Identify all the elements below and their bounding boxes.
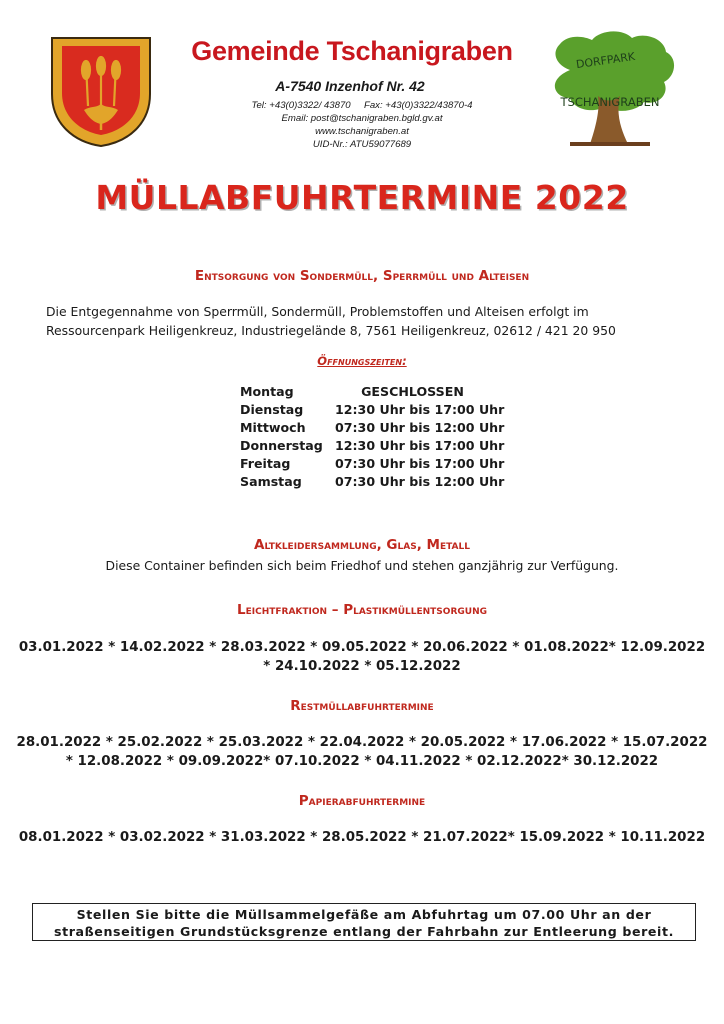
logo-text-tschanigraben: TSCHANIGRABEN [560, 95, 660, 109]
municipality-address: A-7540 Inzenhof Nr. 42 [275, 78, 425, 94]
leichtfraktion-dates-line-1: 03.01.2022 * 14.02.2022 * 28.03.2022 * 09.05.2022 * 20.06.2022 * 01.08.2022* 12.09.2022 [18, 640, 706, 655]
page-title: MÜLLABFUHRTERMINE 2022 [95, 178, 629, 217]
dorfpark-tree-logo [540, 30, 678, 152]
hours-time: 12:30 Uhr bis 17:00 Uhr [335, 402, 505, 417]
hours-time: 07:30 Uhr bis 17:00 Uhr [335, 456, 505, 471]
opening-hours-heading: Öffnungszeiten: [317, 354, 407, 368]
hours-time: 12:30 Uhr bis 17:00 Uhr [335, 438, 505, 453]
notice-line-1: Stellen Sie bitte die Müllsammelgefäße am Abfuhrtag um 07.00 Uhr an der [76, 907, 652, 922]
hours-day: Freitag [240, 456, 291, 471]
sondermuell-text-line-1: Die Entgegennahme von Sperrmüll, Sondermüll, Problemstoffen und Alteisen erfolgt im [46, 304, 589, 319]
opening-hours-table [240, 384, 505, 492]
section-heading-papier: Papierabfuhrtermine [298, 793, 426, 809]
section-heading-restmuell: Restmüllabfuhrtermine [290, 698, 434, 714]
hours-time: GESCHLOSSEN [361, 384, 464, 399]
leichtfraktion-dates-line-2: * 24.10.2022 * 05.12.2022 [263, 659, 461, 674]
hours-row [240, 456, 505, 474]
coat-of-arms-logo [50, 36, 152, 148]
hours-row [240, 474, 505, 492]
hours-day: Donnerstag [240, 438, 323, 453]
restmuell-dates-line-1: 28.01.2022 * 25.02.2022 * 25.03.2022 * 22.04.2022 * 20.05.2022 * 17.06.2022 * 15.07.2022 [16, 735, 708, 750]
municipality-name: Gemeinde Tschanigraben [191, 36, 513, 66]
hours-row [240, 420, 505, 438]
section-heading-altkleider: Altkleidersammlung, Glas, Metall [254, 537, 470, 553]
hours-day: Dienstag [240, 402, 304, 417]
section-heading-sondermuell: Entsorgung von Sondermüll, Sperrmüll und Alteisen [194, 268, 530, 284]
uid-number: UID-Nr.: ATU59077689 [312, 139, 412, 150]
fax-number: Fax: +43(0)3322/43870-4 [363, 100, 473, 111]
phone-number: Tel: +43(0)3322/ 43870 [251, 100, 351, 111]
altkleider-text: Diese Container befinden sich beim Friedhof und stehen ganzjährig zur Verfügung. [105, 558, 619, 573]
hours-row [240, 402, 505, 420]
hours-day: Montag [240, 384, 294, 399]
email-address: Email: post@tschanigraben.bgld.gv.at [281, 113, 443, 124]
hours-time: 07:30 Uhr bis 12:00 Uhr [335, 420, 505, 435]
hours-row [240, 384, 500, 402]
restmuell-dates-line-2: * 12.08.2022 * 09.09.2022* 07.10.2022 * 04.11.2022 * 02.12.2022* 30.12.2022 [65, 754, 659, 769]
sondermuell-text-line-2: Ressourcenpark Heiligenkreuz, Industriegelände 8, 7561 Heiligenkreuz, 02612 / 421 20 950 [46, 323, 616, 338]
papier-dates-line-1: 08.01.2022 * 03.02.2022 * 31.03.2022 * 28.05.2022 * 21.07.2022* 15.09.2022 * 10.11.2022 [18, 830, 706, 845]
hours-day: Samstag [240, 474, 302, 489]
notice-line-2: straßenseitigen Grundstücksgrenze entlang der Fahrbahn zur Entleerung bereit. [54, 924, 674, 939]
contact-phone-fax [196, 100, 528, 113]
logo-text-dorfpark: DORFPARK [575, 49, 636, 72]
hours-time: 07:30 Uhr bis 12:00 Uhr [335, 474, 505, 489]
hours-day: Mittwoch [240, 420, 306, 435]
hours-row [240, 438, 505, 456]
notice-box [32, 903, 696, 941]
section-heading-leichtfraktion: Leichtfraktion – Plastikmüllentsorgung [237, 602, 487, 618]
website: www.tschanigraben.at [315, 126, 409, 137]
